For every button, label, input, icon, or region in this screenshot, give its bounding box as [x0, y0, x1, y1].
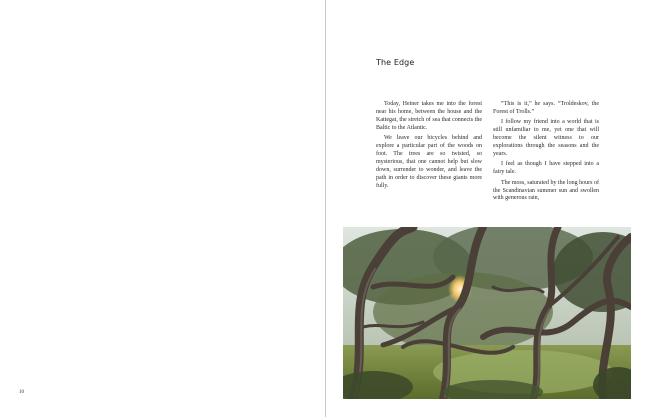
paragraph: Today, Heiner takes me into the forest near his home, between the house and the Kattegat, the stretch of sea that connects the Baltic to the Atlantic. [376, 101, 482, 131]
paragraph: I feel as though I have stepped into a fairy tale. [493, 161, 599, 176]
forest-photo [343, 227, 631, 399]
paragraph: The moss, saturated by the long hours of the Scandinavian summer sun and swollen with generous rain, [493, 179, 599, 202]
chapter-title: The Edge [376, 58, 415, 67]
paragraph: We leave our bicycles behind and explore a particular part of the woods on foot. The trees are so twisted, so mysterious, that one cannot help but slow down, surrender to wonder, and leave the path in order to discover these giants more fully. [376, 135, 482, 189]
twisted-trees-illustration [343, 227, 631, 399]
page-number: 10 [19, 390, 24, 395]
page-gutter [325, 0, 326, 417]
text-column-2 [493, 101, 599, 206]
right-page [327, 0, 650, 417]
paragraph: I follow my friend into a world that is still unfamiliar to me, yet one that will become the silent witness to our explorations through the seasons and the years. [493, 119, 599, 157]
paragraph: “This is it,” he says. “Troldeskov, the Forest of Trolls.” [493, 101, 599, 115]
text-column-1 [376, 101, 482, 193]
